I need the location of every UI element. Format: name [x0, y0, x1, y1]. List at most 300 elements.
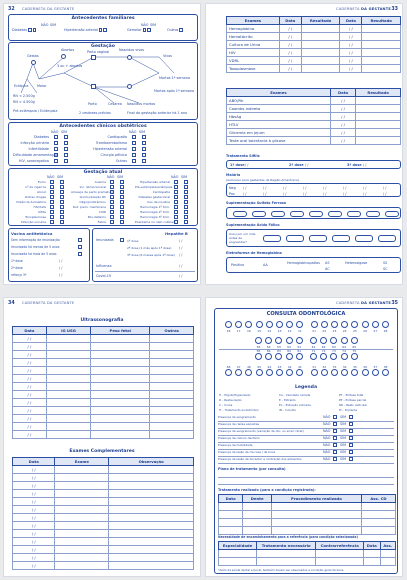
tooth-circle[interactable]	[341, 337, 348, 344]
table-cell[interactable]	[109, 538, 194, 546]
checkbox[interactable]	[120, 190, 124, 194]
table-cell[interactable]	[109, 530, 194, 538]
checkbox[interactable]	[349, 457, 353, 461]
checkbox[interactable]	[120, 180, 124, 184]
tooth-circle[interactable]	[286, 369, 293, 376]
checkbox[interactable]	[174, 220, 178, 224]
tooth-circle[interactable]	[320, 337, 327, 344]
checkbox[interactable]	[64, 141, 68, 145]
checkbox[interactable]	[349, 422, 353, 426]
tooth-circle[interactable]	[320, 353, 327, 360]
checkbox[interactable]	[132, 153, 136, 157]
tree-node[interactable]	[91, 84, 96, 89]
table-cell[interactable]	[219, 503, 243, 511]
date-field[interactable]: / /	[343, 186, 347, 190]
table-cell[interactable]	[362, 25, 401, 33]
checkbox[interactable]	[184, 195, 188, 199]
checkbox[interactable]	[184, 210, 188, 214]
checkbox[interactable]	[179, 28, 183, 32]
checkbox[interactable]	[60, 210, 64, 214]
table-cell[interactable]	[109, 514, 194, 522]
checkbox[interactable]	[60, 195, 64, 199]
tooth-circle[interactable]	[296, 369, 303, 376]
checkbox[interactable]	[50, 185, 54, 189]
table-cell[interactable]	[109, 506, 194, 514]
tooth-circle[interactable]	[256, 321, 263, 328]
date-field[interactable]: / /	[179, 274, 183, 278]
tooth-circle[interactable]	[330, 337, 337, 344]
checkbox[interactable]	[349, 436, 353, 440]
table-cell[interactable]: / /	[13, 482, 55, 490]
table-cell[interactable]	[150, 407, 194, 415]
table-cell[interactable]	[356, 113, 401, 121]
table-cell[interactable]	[46, 351, 90, 359]
table-cell[interactable]	[109, 522, 194, 530]
date-field[interactable]: / /	[363, 186, 367, 190]
checkbox[interactable]	[110, 215, 114, 219]
table-cell[interactable]	[362, 41, 401, 49]
checkbox[interactable]	[78, 245, 82, 249]
table-cell[interactable]: / /	[279, 57, 301, 65]
table-cell[interactable]	[91, 367, 150, 375]
checkbox[interactable]	[60, 180, 64, 184]
table-cell[interactable]	[272, 527, 362, 535]
date-field[interactable]: / /	[179, 239, 183, 243]
tooth-circle[interactable]	[275, 337, 282, 344]
table-cell[interactable]	[55, 474, 109, 482]
table-cell[interactable]	[361, 527, 395, 535]
table-cell[interactable]	[150, 383, 194, 391]
table-cell[interactable]	[91, 383, 150, 391]
table-cell[interactable]	[55, 506, 109, 514]
date-field[interactable]: / /	[179, 264, 183, 268]
tooth-circle[interactable]	[276, 321, 283, 328]
table-cell[interactable]	[356, 137, 401, 145]
date-field[interactable]: / /	[343, 192, 347, 196]
tooth-circle[interactable]	[266, 369, 273, 376]
table-cell[interactable]: / /	[13, 431, 47, 439]
month-box[interactable]	[309, 211, 323, 217]
table-cell[interactable]	[243, 503, 272, 511]
table-cell[interactable]	[301, 65, 340, 73]
month-box[interactable]	[355, 235, 373, 242]
month-box[interactable]	[332, 235, 350, 242]
checkbox[interactable]	[54, 135, 58, 139]
table-cell[interactable]	[356, 105, 401, 113]
table-cell[interactable]: / /	[340, 65, 362, 73]
table-cell[interactable]	[356, 129, 401, 137]
checkbox[interactable]	[174, 180, 178, 184]
date-field[interactable]: / /	[179, 253, 183, 257]
table-cell[interactable]: / /	[13, 375, 47, 383]
table-cell[interactable]	[91, 343, 150, 351]
table-cell[interactable]	[109, 466, 194, 474]
table-cell[interactable]	[150, 351, 194, 359]
table-cell[interactable]: / /	[330, 137, 355, 145]
table-cell[interactable]	[46, 391, 90, 399]
checkbox[interactable]	[184, 205, 188, 209]
table-cell[interactable]: / /	[13, 538, 55, 546]
checkbox[interactable]	[110, 200, 114, 204]
checkbox[interactable]	[50, 220, 54, 224]
table-cell[interactable]: / /	[13, 343, 47, 351]
table-cell[interactable]	[150, 415, 194, 423]
tooth-circle[interactable]	[351, 321, 358, 328]
date-field[interactable]: / /	[59, 266, 63, 270]
date-field[interactable]: / /	[243, 186, 247, 190]
table-cell[interactable]	[301, 41, 340, 49]
table-cell[interactable]	[109, 546, 194, 554]
table-cell[interactable]: / /	[13, 522, 55, 530]
checkbox[interactable]	[349, 443, 353, 447]
date-field[interactable]: / /	[263, 186, 267, 190]
table-cell[interactable]	[362, 33, 401, 41]
checkbox[interactable]	[54, 141, 58, 145]
checkbox[interactable]	[50, 200, 54, 204]
checkbox[interactable]	[54, 147, 58, 151]
table-cell[interactable]	[55, 498, 109, 506]
checkbox[interactable]	[174, 195, 178, 199]
checkbox[interactable]	[110, 190, 114, 194]
tooth-circle[interactable]	[382, 321, 389, 328]
checkbox[interactable]	[147, 28, 151, 32]
checkbox[interactable]	[184, 220, 188, 224]
table-cell[interactable]: / /	[340, 33, 362, 41]
date-field[interactable]: / /	[263, 192, 267, 196]
checkbox[interactable]	[60, 185, 64, 189]
table-cell[interactable]: / /	[13, 554, 55, 562]
checkbox[interactable]	[184, 185, 188, 189]
checkbox[interactable]	[64, 147, 68, 151]
table-cell[interactable]: / /	[340, 41, 362, 49]
checkbox[interactable]	[60, 200, 64, 204]
table-cell[interactable]	[150, 359, 194, 367]
table-cell[interactable]	[364, 558, 381, 566]
checkbox[interactable]	[110, 185, 114, 189]
table-cell[interactable]: / /	[13, 490, 55, 498]
table-cell[interactable]	[150, 431, 194, 439]
table-cell[interactable]	[91, 375, 150, 383]
tooth-circle[interactable]	[245, 369, 252, 376]
table-cell[interactable]	[362, 49, 401, 57]
table-cell[interactable]	[55, 546, 109, 554]
table-cell[interactable]	[91, 399, 150, 407]
table-cell[interactable]: / /	[340, 25, 362, 33]
checkbox[interactable]	[333, 429, 337, 433]
table-cell[interactable]	[150, 335, 194, 343]
tooth-circle[interactable]	[286, 321, 293, 328]
table-cell[interactable]	[46, 431, 90, 439]
checkbox[interactable]	[64, 159, 68, 163]
table-cell[interactable]	[46, 367, 90, 375]
table-cell[interactable]	[301, 33, 340, 41]
month-box[interactable]	[328, 211, 342, 217]
table-cell[interactable]	[150, 375, 194, 383]
table-cell[interactable]: / /	[340, 57, 362, 65]
date-field[interactable]: / /	[59, 259, 63, 263]
month-box[interactable]	[271, 211, 285, 217]
month-box[interactable]	[366, 211, 380, 217]
table-cell[interactable]: / /	[13, 474, 55, 482]
table-cell[interactable]: / /	[13, 466, 55, 474]
checkbox[interactable]	[60, 220, 64, 224]
table-cell[interactable]	[46, 359, 90, 367]
checkbox[interactable]	[142, 141, 146, 145]
date-field[interactable]: / /	[179, 246, 183, 250]
table-cell[interactable]: / /	[279, 65, 301, 73]
table-cell[interactable]: / /	[13, 407, 47, 415]
tree-node[interactable]	[31, 60, 36, 65]
table-cell[interactable]: / /	[13, 335, 47, 343]
tooth-circle[interactable]	[331, 369, 338, 376]
table-cell[interactable]: / /	[13, 546, 55, 554]
table-cell[interactable]: / /	[13, 391, 47, 399]
tooth-circle[interactable]	[310, 353, 317, 360]
checkbox[interactable]	[78, 238, 82, 242]
checkbox[interactable]	[184, 200, 188, 204]
table-cell[interactable]	[91, 423, 150, 431]
checkbox[interactable]	[333, 422, 337, 426]
checkbox[interactable]	[349, 429, 353, 433]
tooth-circle[interactable]	[235, 321, 242, 328]
tooth-circle[interactable]	[265, 353, 272, 360]
tooth-circle[interactable]	[341, 353, 348, 360]
table-cell[interactable]	[91, 415, 150, 423]
date-field[interactable]: / /	[323, 186, 327, 190]
tooth-circle[interactable]	[372, 321, 379, 328]
month-box[interactable]	[385, 211, 399, 217]
tooth-circle[interactable]	[321, 369, 328, 376]
tooth-circle[interactable]	[311, 321, 318, 328]
month-box[interactable]	[233, 211, 247, 217]
table-cell[interactable]	[364, 550, 381, 558]
tooth-circle[interactable]	[286, 353, 293, 360]
checkbox[interactable]	[120, 210, 124, 214]
checkbox[interactable]	[110, 195, 114, 199]
table-cell[interactable]	[46, 375, 90, 383]
tooth-circle[interactable]	[256, 369, 263, 376]
table-cell[interactable]	[361, 519, 395, 527]
table-cell[interactable]: / /	[330, 129, 355, 137]
table-cell[interactable]: / /	[13, 351, 47, 359]
table-cell[interactable]	[55, 490, 109, 498]
tooth-circle[interactable]	[255, 337, 262, 344]
date-field[interactable]: / /	[383, 186, 387, 190]
checkbox[interactable]	[132, 135, 136, 139]
checkbox[interactable]	[120, 220, 124, 224]
tooth-circle[interactable]	[341, 321, 348, 328]
month-box[interactable]	[286, 235, 304, 242]
tooth-circle[interactable]	[382, 369, 389, 376]
table-cell[interactable]	[91, 351, 150, 359]
write-line[interactable]	[218, 484, 394, 485]
date-field[interactable]: / /	[59, 273, 63, 277]
table-cell[interactable]	[46, 415, 90, 423]
table-cell[interactable]	[219, 558, 257, 566]
checkbox[interactable]	[174, 200, 178, 204]
tooth-circle[interactable]	[341, 369, 348, 376]
table-cell[interactable]	[150, 391, 194, 399]
table-cell[interactable]	[272, 503, 362, 511]
table-cell[interactable]: / /	[13, 498, 55, 506]
checkbox[interactable]	[50, 195, 54, 199]
table-cell[interactable]	[243, 519, 272, 527]
checkbox[interactable]	[120, 215, 124, 219]
tree-node[interactable]	[61, 54, 66, 59]
table-cell[interactable]	[316, 550, 364, 558]
table-cell[interactable]: / /	[330, 121, 355, 129]
table-cell[interactable]: / /	[13, 367, 47, 375]
table-cell[interactable]	[316, 558, 364, 566]
checkbox[interactable]	[110, 220, 114, 224]
table-cell[interactable]	[219, 550, 257, 558]
date-field[interactable]: / /	[363, 163, 367, 167]
checkbox[interactable]	[50, 190, 54, 194]
table-cell[interactable]: / /	[279, 33, 301, 41]
checkbox[interactable]	[184, 180, 188, 184]
checkbox[interactable]	[60, 205, 64, 209]
checkbox[interactable]	[132, 159, 136, 163]
tooth-circle[interactable]	[331, 321, 338, 328]
table-cell[interactable]	[256, 558, 315, 566]
month-box[interactable]	[252, 211, 266, 217]
table-cell[interactable]: / /	[330, 105, 355, 113]
checkbox[interactable]	[333, 450, 337, 454]
checkbox[interactable]	[110, 210, 114, 214]
checkbox[interactable]	[333, 443, 337, 447]
table-cell[interactable]	[380, 550, 395, 558]
table-cell[interactable]: / /	[13, 359, 47, 367]
date-field[interactable]: / /	[243, 192, 247, 196]
table-cell[interactable]	[91, 431, 150, 439]
table-cell[interactable]	[150, 367, 194, 375]
tooth-circle[interactable]	[276, 369, 283, 376]
table-cell[interactable]: / /	[13, 506, 55, 514]
table-cell[interactable]	[46, 399, 90, 407]
table-cell[interactable]: / /	[279, 41, 301, 49]
tooth-circle[interactable]	[265, 337, 272, 344]
table-cell[interactable]: / /	[13, 383, 47, 391]
table-cell[interactable]	[361, 511, 395, 519]
table-cell[interactable]	[46, 335, 90, 343]
date-field[interactable]: / /	[323, 192, 327, 196]
checkbox[interactable]	[28, 28, 32, 32]
checkbox[interactable]	[174, 215, 178, 219]
checkbox[interactable]	[142, 135, 146, 139]
table-cell[interactable]: / /	[279, 49, 301, 57]
table-cell[interactable]	[219, 511, 243, 519]
checkbox[interactable]	[142, 147, 146, 151]
tooth-circle[interactable]	[225, 321, 232, 328]
table-cell[interactable]	[362, 65, 401, 73]
checkbox[interactable]	[54, 159, 58, 163]
tooth-circle[interactable]	[235, 369, 242, 376]
month-box[interactable]	[290, 211, 304, 217]
table-cell[interactable]	[109, 490, 194, 498]
checkbox[interactable]	[132, 147, 136, 151]
date-field[interactable]: / /	[303, 186, 307, 190]
table-cell[interactable]	[55, 530, 109, 538]
checkbox[interactable]	[50, 205, 54, 209]
table-cell[interactable]	[109, 482, 194, 490]
table-cell[interactable]: / /	[13, 562, 55, 570]
table-cell[interactable]	[362, 57, 401, 65]
checkbox[interactable]	[110, 180, 114, 184]
table-cell[interactable]: / /	[330, 97, 355, 105]
checkbox[interactable]	[64, 135, 68, 139]
table-cell[interactable]: / /	[13, 530, 55, 538]
tree-node[interactable]	[127, 84, 132, 89]
checkbox[interactable]	[143, 28, 147, 32]
table-cell[interactable]: / /	[340, 49, 362, 57]
table-cell[interactable]	[301, 49, 340, 57]
table-cell[interactable]	[91, 391, 150, 399]
table-cell[interactable]	[150, 343, 194, 351]
date-field[interactable]: / /	[283, 186, 287, 190]
checkbox[interactable]	[99, 28, 103, 32]
table-cell[interactable]: / /	[13, 423, 47, 431]
checkbox[interactable]	[333, 457, 337, 461]
table-cell[interactable]	[256, 550, 315, 558]
table-cell[interactable]	[380, 558, 395, 566]
date-field[interactable]: / /	[383, 192, 387, 196]
table-cell[interactable]	[272, 511, 362, 519]
tooth-circle[interactable]	[351, 369, 358, 376]
table-cell[interactable]	[150, 399, 194, 407]
checkbox[interactable]	[174, 185, 178, 189]
checkbox[interactable]	[120, 195, 124, 199]
checkbox[interactable]	[120, 185, 124, 189]
table-cell[interactable]	[55, 522, 109, 530]
table-cell[interactable]	[55, 562, 109, 570]
table-cell[interactable]	[301, 25, 340, 33]
table-cell[interactable]	[46, 343, 90, 351]
month-box[interactable]	[378, 235, 396, 242]
month-box[interactable]	[263, 235, 281, 242]
table-cell[interactable]	[356, 97, 401, 105]
table-cell[interactable]	[46, 407, 90, 415]
table-cell[interactable]	[150, 423, 194, 431]
tooth-circle[interactable]	[351, 353, 358, 360]
table-cell[interactable]: / /	[279, 25, 301, 33]
table-cell[interactable]	[219, 527, 243, 535]
table-cell[interactable]	[219, 519, 243, 527]
tooth-circle[interactable]	[351, 337, 358, 344]
date-field[interactable]: / /	[283, 192, 287, 196]
checkbox[interactable]	[349, 415, 353, 419]
checkbox[interactable]	[103, 28, 107, 32]
checkbox[interactable]	[64, 153, 68, 157]
tooth-circle[interactable]	[321, 321, 328, 328]
table-cell[interactable]	[46, 423, 90, 431]
table-cell[interactable]	[109, 498, 194, 506]
month-box[interactable]	[309, 235, 327, 242]
table-cell[interactable]	[55, 514, 109, 522]
table-cell[interactable]	[109, 554, 194, 562]
tooth-circle[interactable]	[311, 369, 318, 376]
checkbox[interactable]	[174, 205, 178, 209]
checkbox[interactable]	[110, 205, 114, 209]
checkbox[interactable]	[184, 190, 188, 194]
tooth-circle[interactable]	[255, 353, 262, 360]
checkbox[interactable]	[174, 190, 178, 194]
table-cell[interactable]	[361, 503, 395, 511]
table-cell[interactable]: / /	[13, 399, 47, 407]
tooth-circle[interactable]	[296, 337, 303, 344]
table-cell[interactable]	[55, 482, 109, 490]
checkbox[interactable]	[78, 252, 82, 256]
tree-node[interactable]	[127, 55, 132, 60]
